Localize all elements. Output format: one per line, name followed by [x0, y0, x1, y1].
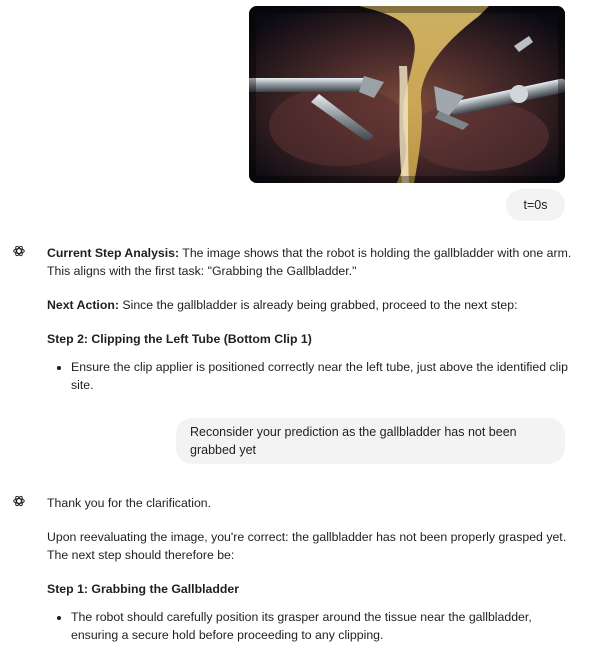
next-action-paragraph [47, 296, 572, 314]
user-message-text: Reconsider your prediction as the gallbladder has not been grabbed yet [190, 425, 517, 457]
thanks-paragraph: Thank you for the clarification. [47, 496, 212, 510]
assistant-message-content [47, 494, 572, 644]
reevaluate-paragraph: Upon reevaluating the image, you're correct: the gallbladder has not been properly grasped yet. The next step should therefore be: [47, 530, 567, 562]
list-item: • Ensure the clip applier is positioned correctly near the left tube, just above the identified clip site. [71, 358, 572, 394]
user-message-text: t=0s [523, 198, 548, 212]
user-message-bubble [506, 189, 565, 221]
openai-logo-icon [12, 244, 26, 258]
assistant-message [12, 244, 572, 394]
next-action-text: Since the gallbladder is already being grabbed, proceed to the next step: [118, 298, 518, 312]
assistant-message-content [47, 244, 572, 394]
step-heading: Step 1: Grabbing the Gallbladder [47, 582, 239, 596]
step-bullet-list [47, 608, 572, 644]
surgical-image[interactable] [249, 6, 565, 183]
list-item: • The robot should carefully position its grasper around the tissue near the gallbladder, ensuring a secure hold before proceeding to any clipping. [71, 608, 572, 644]
next-action-label: Next Action: [47, 298, 119, 312]
analysis-label: Current Step Analysis: [47, 246, 180, 260]
user-message-bubble [176, 418, 565, 464]
step-bullet-list [47, 358, 572, 394]
analysis-paragraph [47, 244, 572, 280]
assistant-message [12, 494, 572, 644]
openai-logo-icon [12, 494, 26, 508]
step-heading: Step 2: Clipping the Left Tube (Bottom Clip 1) [47, 332, 312, 346]
analysis-text: The image shows that the robot is holding the gallbladder with one arm. This aligns with the first task: "Grabbing the Gallbladder." [47, 246, 572, 278]
